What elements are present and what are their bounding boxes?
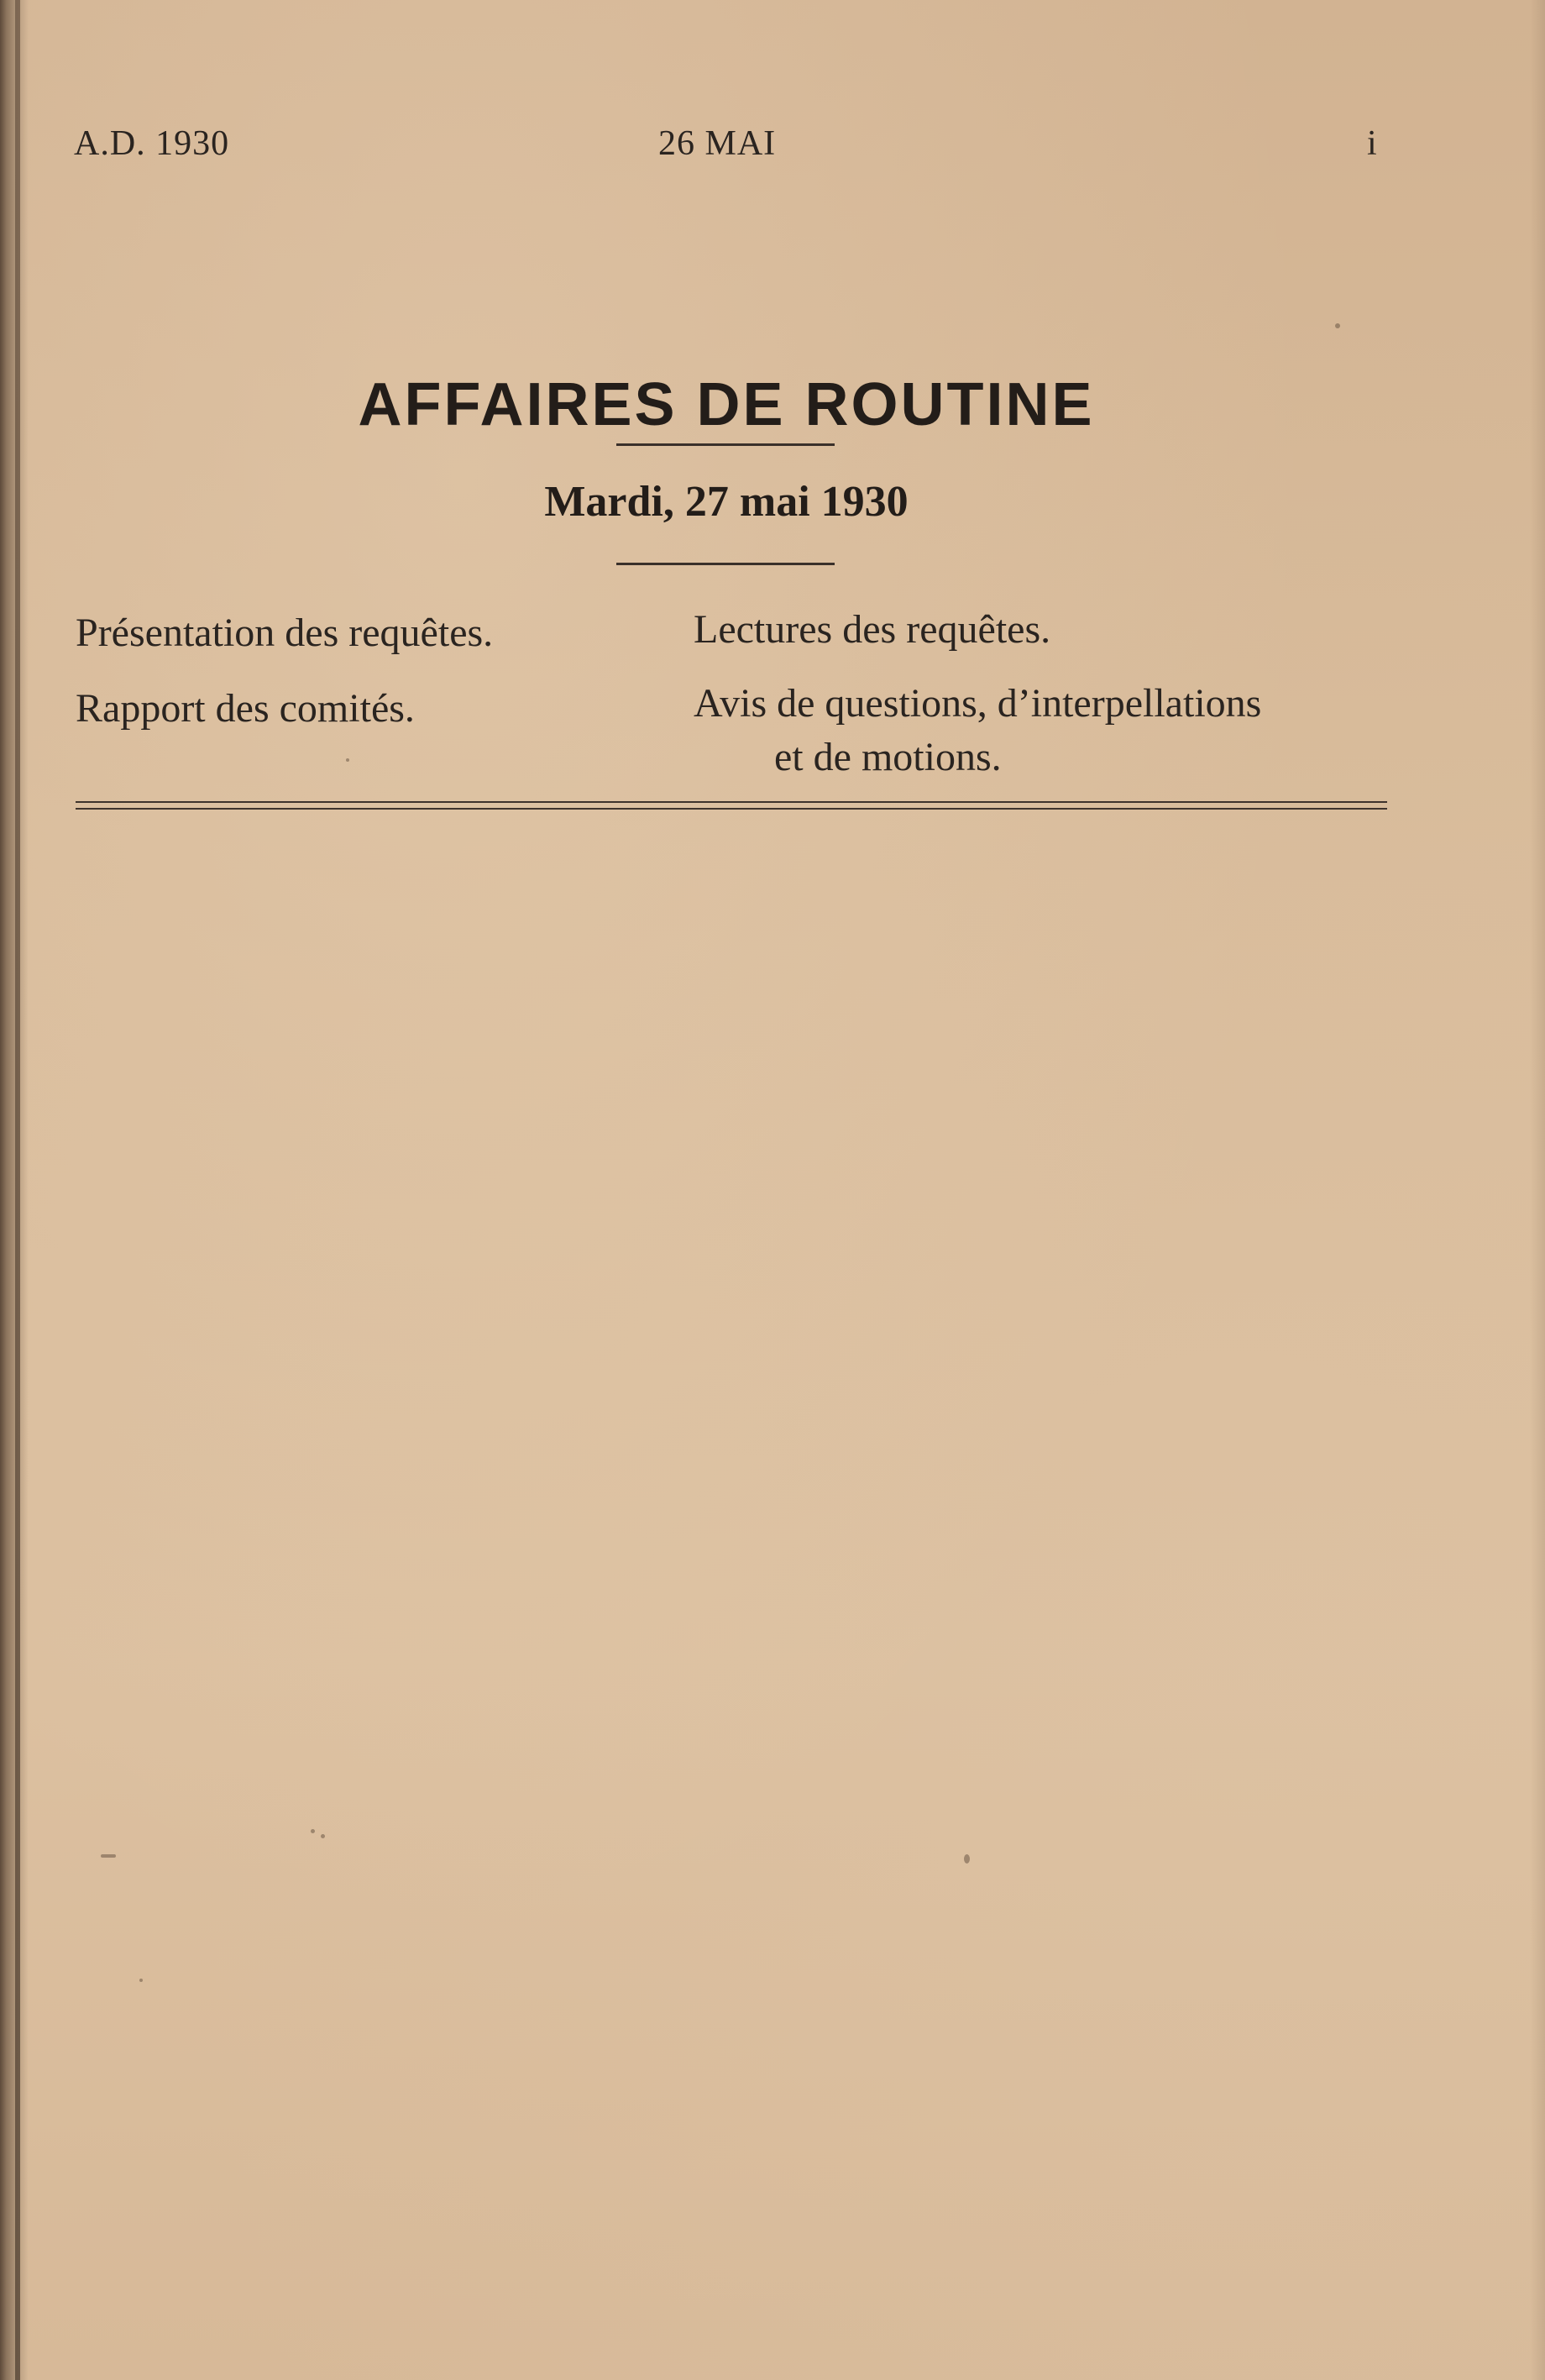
section-rule-lower [76,808,1387,810]
paper-speck [964,1854,970,1864]
routine-item-avis-line-2: et de motions. [774,735,1002,779]
routine-item-avis-line-1: Avis de questions, d’interpellations [694,681,1262,726]
paper-speck [311,1829,315,1833]
running-head-date: 26 MAI [658,124,777,163]
paper-speck [346,758,349,762]
sitting-date: Mardi, 27 mai 1930 [544,478,909,526]
binding-line [15,0,20,2380]
binding-edge [0,0,29,2380]
running-head-year: A.D. 1930 [74,124,230,163]
paper-speck [139,1979,143,1982]
routine-item-lectures: Lectures des requêtes. [694,607,1051,652]
title-divider-bottom [616,563,835,565]
paper-speck [321,1834,325,1838]
section-rule-upper [76,801,1387,803]
routine-item-presentation: Présentation des requêtes. [76,611,494,655]
title-divider-top [616,443,835,446]
page-right-edge [1530,0,1545,2380]
paper-speck [101,1854,116,1858]
routine-item-avis [694,677,1399,784]
routine-item-rapport: Rapport des comités. [76,686,415,731]
page-number: i [1367,124,1378,163]
page-title: AFFAIRES DE ROUTINE [358,371,1095,439]
paper-speck [1335,323,1340,328]
